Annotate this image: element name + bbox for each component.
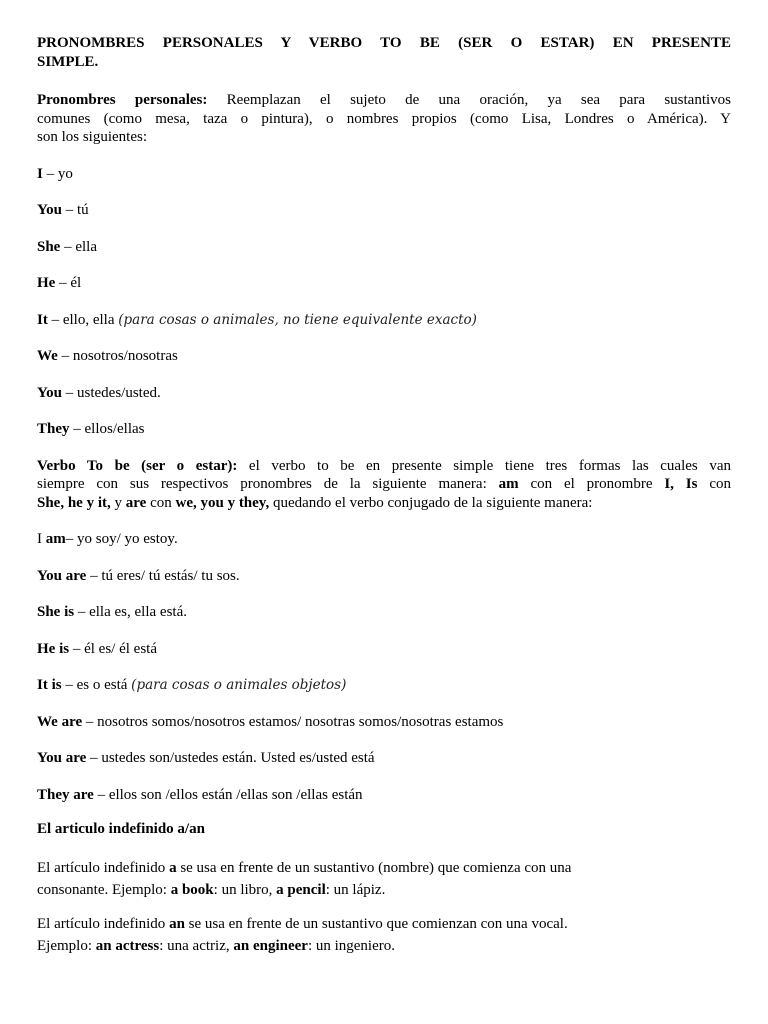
conjugation-item: I am– yo soy/ yo estoy. [37,531,178,547]
pronoun-english: You [37,202,63,218]
conjugation-english: We are [37,713,83,730]
article-heading: El articulo indefinido a/an [37,821,205,837]
pronoun-spanish: – ellos/ellas [69,421,145,437]
article-an-paragraph: El artículo indefinido an se usa en frente de un sustantivo que comienzan con una vocal. Ejemplo: an actress: una actriz, an engineer: un ingeniero. [37,915,568,954]
conjugation-english: am [45,531,66,547]
document-page [37,34,731,957]
pronoun-item [37,311,731,330]
pronoun-spanish: – nosotros/nosotras [57,348,178,364]
conjugation-item [37,676,731,695]
conjugation-spanish: – tú eres/ tú estás/ tu sos. [86,567,240,584]
intro-text-2: comunes (como mesa, taza o pintura), o nombres propios (como Lisa, Londres o América). Y [37,110,731,127]
conjugation-spanish: – él es/ él está [69,640,157,657]
conjugation-spanish: – ustedes son/ustedes están. Usted es/usted está [86,750,375,766]
intro-text-3: son los siguientes: [37,129,148,145]
pronoun-english: I [37,165,43,182]
conjugation-spanish: – yo soy/ yo estoy. [65,531,178,547]
title-line-1: PRONOMBRES PERSONALES Y VERBO TO BE (SER O ESTAR) EN PRESENTE [37,35,731,51]
conjugation-item [37,640,731,659]
pronoun-english: You [37,384,63,401]
conjugation-english: He is [37,640,70,657]
conjugation-item [37,786,731,805]
title-line-2: SIMPLE. [37,53,99,70]
verb-text-3: She, he y it, y are con we, you y they, quedando el verbo conjugado de la siguiente manera: [37,494,593,511]
pronoun-item [37,274,731,293]
article-a-paragraph: El artículo indefinido a se usa en frente de un sustantivo (nombre) que comienza con una consonante. Ejemplo: a book: un libro, a pencil: un lápiz. [37,859,572,898]
conjugation-note: (para cosas o animales objetos) [131,677,347,693]
conjugation-english: It is [37,677,62,693]
pronoun-item [37,420,731,439]
pronoun-item [37,238,731,257]
conjugation-spanish: – ellos son /ellos están /ellas son /ellas están [93,786,363,803]
pronoun-item [37,347,731,366]
conjugation-english: She is [37,604,75,620]
pronoun-english: It [37,311,48,328]
intro-lead: Pronombres personales: [37,92,208,108]
pronoun-spanish: – ella [60,238,97,255]
pronoun-spanish: – él [55,275,82,291]
verb-paragraph [37,457,731,513]
conjugation-item [37,567,731,586]
pronoun-english: He [37,275,56,291]
pronoun-english: We [37,348,58,364]
verb-text-1: el verbo to be en presente simple tiene tres formas las cuales van [237,457,731,474]
pronoun-spanish: – yo [42,165,73,182]
verb-text-2: siempre con sus respectivos pronombres de la siguiente manera: am con el pronombre I, Is con [37,476,731,492]
conjugation-spanish: – nosotros somos/nosotros estamos/ nosotras somos/nosotras estamos [82,713,504,730]
pronoun-spanish: – ustedes/usted. [62,384,161,401]
pronoun-spanish: – ello, ella [47,311,119,328]
conjugation-item [37,749,731,768]
conjugation-english: You are [37,750,87,766]
pronoun-note: (para cosas o animales, no tiene equivalente exacto) [118,311,477,328]
conjugation-item [37,603,731,622]
pronoun-item [37,201,731,220]
conjugation-spanish: – es o está [61,677,132,693]
conjugation-english: You are [37,567,87,584]
pronoun-english: They [37,421,70,437]
pronoun-list [37,165,731,439]
conjugation-english: They are [37,786,94,803]
pronoun-item [37,384,731,403]
pronoun-item [37,165,731,184]
pronoun-spanish: – tú [62,202,89,218]
document-title [37,34,731,71]
intro-text-1: Reemplazan el sujeto de una oración, ya sea para sustantivos [207,92,731,108]
conjugation-item [37,713,731,732]
conjugation-list [37,530,731,804]
verb-lead: Verbo To be (ser o estar): [37,457,238,474]
pronoun-english: She [37,238,61,255]
conjugation-spanish: – ella es, ella está. [74,604,187,620]
intro-paragraph [37,91,731,147]
